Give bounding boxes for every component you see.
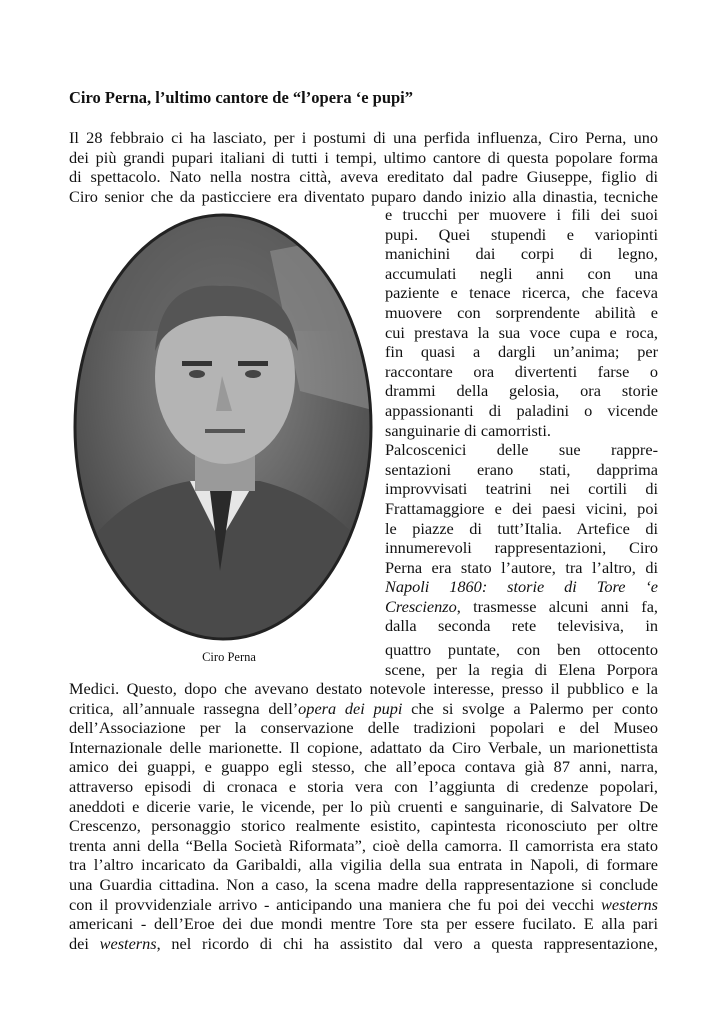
text-fragment: che si svolge a Palermo per conto: [402, 698, 658, 718]
text-line: [385, 597, 658, 617]
text-line: dell’Associazione per la conservazione delle tradizioni popolari e del Museo: [69, 718, 658, 738]
text-line: tra l’altro incaricato da Garibaldi, alla vigilia della sua entrata in Napoli, di formare: [69, 855, 658, 875]
text-line: Internazionale delle marionette. Il copione, adattato da Ciro Verbale, un marionettista: [69, 737, 658, 757]
text-line: Il 28 febbraio ci ha lasciato, per i postumi di una perfida influenza, Ciro Perna, uno: [69, 128, 658, 147]
italic-title: Crescienzo: [385, 596, 457, 616]
side-column: [385, 205, 658, 679]
text-line: manichini dai corpi di legno,: [385, 244, 658, 264]
text-line: Palcoscenici delle sue rappre-: [385, 440, 658, 460]
text-line: drammi della gelosia, ora storie: [385, 381, 658, 401]
text-line: di spettacolo. Nato nella nostra città, aveva ereditato dal padre Giuseppe, figlio di: [69, 167, 658, 187]
text-fragment: dei: [69, 933, 100, 953]
intro-paragraph: [69, 128, 658, 206]
italic-term: westerns: [601, 894, 658, 914]
text-line: pupi. Quei stupendi e variopinti: [385, 224, 658, 244]
text-line: sentazioni erano stati, dapprima: [385, 459, 658, 479]
text-line: cui prestava la sua voce cupa e roca,: [385, 322, 658, 342]
text-line: [69, 934, 658, 954]
text-line: fin quasi a dargli un’anima; per: [385, 342, 658, 362]
text-line: le piazze di tutt’Italia. Artefice di: [385, 518, 658, 538]
text-fragment: critica, all’annuale rassegna dell’: [69, 698, 299, 718]
portrait-photo: [70, 211, 376, 643]
text-line: amico dei guappi, e guappo egli stesso, che all’epoca contava già 87 anni, narra,: [69, 757, 658, 777]
text-line: [69, 699, 658, 719]
text-line: quattro puntate, con ben ottocento: [385, 640, 658, 660]
text-fragment: con il provvidenziale arrivo - anticipando una maniera che fu poi dei vecchi: [69, 894, 602, 914]
article-title: Ciro Perna, l’ultimo cantore de “l’opera ‘e pupi”: [69, 88, 414, 107]
text-line: una Guardia cittadina. Non a caso, la scena madre della rappresentazione si conclude: [69, 874, 658, 894]
text-fragment: , nel ricordo di chi ha assistito dal vero a questa rappresentazione,: [156, 933, 658, 953]
text-line: improvvisati teatrini nei cortili di: [385, 479, 658, 499]
text-line: muovere con sorprendente abilità e: [385, 302, 658, 322]
text-line: accumulati negli anni con una: [385, 263, 658, 283]
text-line: e trucchi per muovere i fili dei suoi: [385, 205, 658, 224]
text-line: dalla seconda rete televisiva, in: [385, 616, 658, 636]
bottom-paragraph: [69, 679, 658, 953]
text-line: americani - dell’Eroe dei due mondi mentre Tore sta per essere fucilato. E alla pari: [69, 914, 658, 934]
text-line: innumerevoli rappresentazioni, Ciro: [385, 538, 658, 558]
text-line: appassionanti di paladini o vicende: [385, 400, 658, 420]
text-line: raccontare ora divertenti farse o: [385, 361, 658, 381]
text-line: [385, 577, 658, 597]
text-line: Crescenzo, personaggio storico realmente esistito, capintesta riconosciuto per oltre: [69, 816, 658, 836]
text-line: attraverso episodi di cronaca e storia vera con l’aggiunta di credenze popolari,: [69, 776, 658, 796]
photo-caption: Ciro Perna: [202, 650, 256, 664]
text-line: paziente e tenace ricerca, che faceva: [385, 283, 658, 303]
text-line: Frattamaggiore e dei paesi vicini, poi: [385, 498, 658, 518]
text-line: Ciro senior che da pasticciere era diventato puparo dando inizio alla dinastia, tecniche: [69, 186, 658, 206]
text-line: scene, per la regia di Elena Porpora: [385, 659, 658, 679]
text-fragment: , trasmesse alcuni anni fa,: [456, 596, 658, 616]
text-line: sanguinarie di camorristi.: [385, 420, 551, 440]
text-line: trenta anni della “Bella Società Riformata”, cioè della camorra. Il camorrista era stato: [69, 835, 658, 855]
text-line: aneddoti e dicerie varie, le vicende, per lo più cruenti e sanguinarie, di Salvatore De: [69, 796, 658, 816]
italic-term: opera dei pupi: [298, 698, 403, 718]
text-line: [69, 895, 658, 915]
text-line: Perna era stato l’autore, tra l’altro, di: [385, 557, 658, 577]
italic-term: westerns: [99, 933, 157, 953]
text-line: dei più grandi pupari italiani di tutti i tempi, ultimo cantore di questa popolare forma: [69, 147, 658, 167]
text-line: Medici. Questo, dopo che avevano destato notevole interesse, presso il pubblico e la: [69, 679, 658, 698]
italic-title: Napoli 1860: storie di Tore ‘e: [385, 577, 658, 597]
